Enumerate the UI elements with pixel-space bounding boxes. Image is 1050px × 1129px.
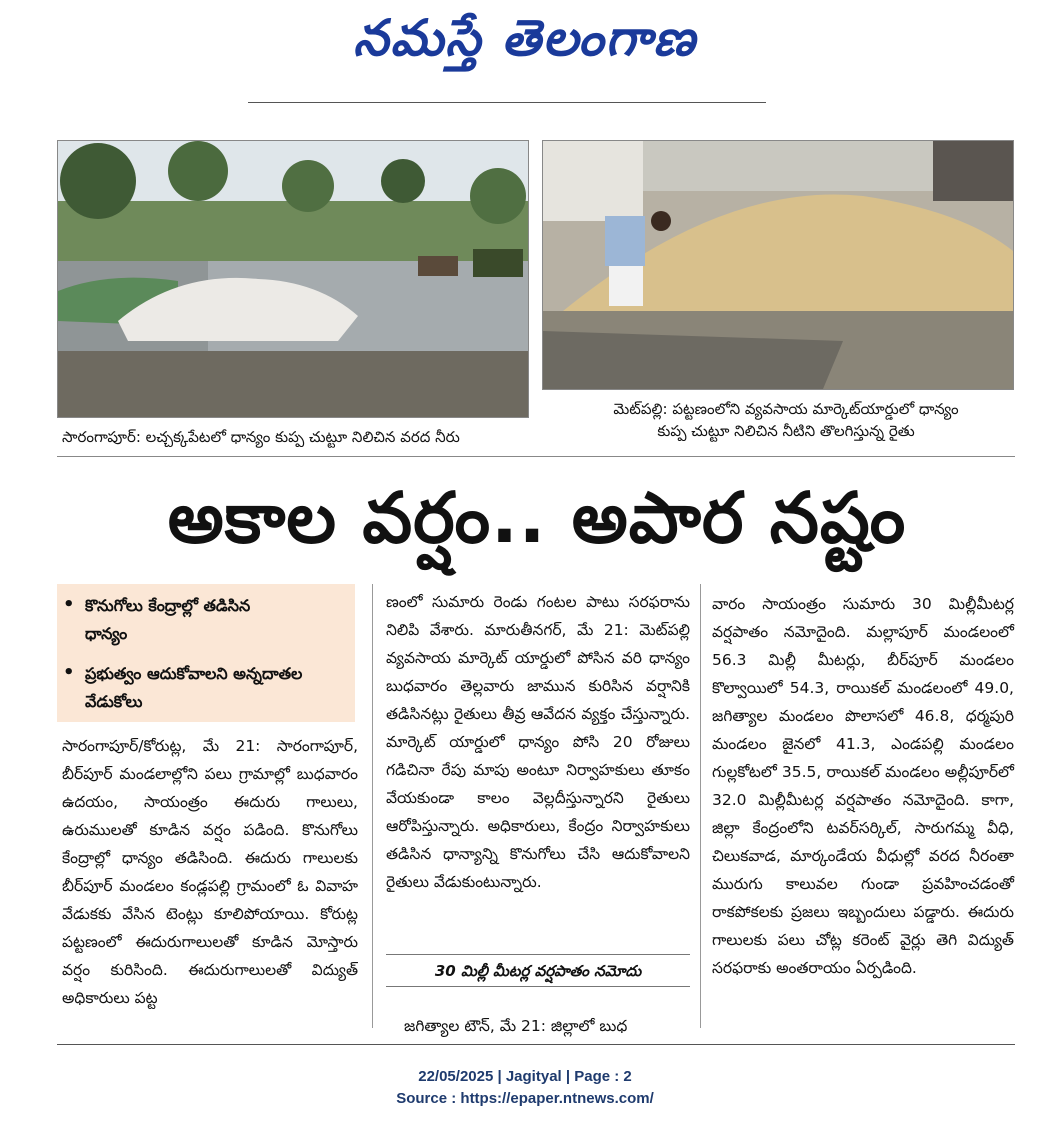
masthead-title: నమస్తే తెలంగాణ	[353, 8, 697, 67]
masthead-divider	[248, 102, 766, 103]
source-link[interactable]: Source : https://epaper.ntnews.com/	[396, 1090, 654, 1107]
highlight-item: కొనుగోలు కేంద్రాల్లో తడిసిన ధాన్యం	[85, 596, 251, 643]
article-column-2: ణంలో సుమారు రెండు గంటల పాటు సరఫరాను నిలిపి వేశారు. మారుతీనగర్, మే 21: మెట్‌పల్లి వ్యవసాయ మార్కెట్ యార్డులో పోసిన వరి ధాన్యం బుధవారం తెల్లవారు జామున కురిసిన వర్షానికి తడిసినట్లు రైతులు తీవ్ర ఆవేదన వ్యక్తం చేస్తున్నారు. మార్కెట్ యార్డులో ధాన్యం పోసి 20 రోజులు గడిచినా రేపు మాపు అంటూ నిర్వాహకులు తూకం వేయకుండా కాలం వెల్లదీస్తున్నారని రైతులు ఆరోపిస్తున్నారు. అధికారులు, కేంద్రం నిర్వాహకులు తడిసిన ధాన్యాన్ని కొనుగోలు చేసి ఆదుకోవాలని రైతులు వేడుకుంటున్నారు.	[386, 593, 690, 891]
subhead-rule	[386, 954, 690, 955]
farmer-grain-heap-photo	[542, 140, 1014, 390]
caption-divider	[57, 456, 1015, 457]
highlight-item: ప్రభుత్వం ఆదుకోవాలని అన్నదాతల వేడుకోలు	[85, 664, 303, 711]
highlights-box	[57, 584, 355, 722]
bullet-icon: •	[63, 662, 75, 683]
right-photo-caption	[556, 398, 1016, 442]
article-column-2-continued: జగిత్యాల టౌన్, మే 21: జిల్లాలో బుధ	[404, 1017, 628, 1035]
edition-info: 22/05/2025 | Jagityal | Page : 2	[418, 1068, 632, 1085]
headline: అకాల వర్షం.. అపార నష్టం	[167, 477, 907, 559]
bullet-icon: •	[63, 594, 75, 615]
column-divider	[372, 584, 373, 1028]
right-caption-line-2: కుప్ప చుట్టూ నిలిచిన నీటిని తొలగిస్తున్న రైతు	[657, 422, 915, 440]
subheading: 30 మిల్లీ మీటర్ల వర్షపాతం నమోదు	[434, 962, 642, 980]
subhead-rule	[386, 986, 690, 987]
article-column-3: వారం సాయంత్రం సుమారు 30 మిల్లీమీటర్ల వర్షపాతం నమోదైంది. మల్లాపూర్ మండలంలో 56.3 మిల్లీ మీటర్లు, బీర్‌పూర్ మండలం కొల్వాయిలో 54.3, రాయికల్ మండలంలో 49.0, జగిత్యాల మండలం పొలాసలో 46.8, ధర్మపురి మండలం జైనలో 41.3, ఎండపల్లి మండలం గుల్లకోటలో 35.5, రాయికల్ మండలం అల్లీపూర్‌లో 32.0 మిల్లీమీటర్ల వర్షపాతం నమోదైంది. కాగా, జిల్లా కేంద్రంలోని టవర్‌సర్కిల్, సారుగమ్మ వీధి, చిలుకవాడ, మార్కండేయ వీధుల్లో వరద నీరంతా మురుగు కాలువల గుండా ప్రవహించడంతో రాకపోకలకు ప్రజలు ఇబ్బందులు పడ్డారు. ఈదురు గాలులకు పలు చోట్ల కరెంట్ వైర్లు తెగి విద్యుత్ సరఫరాకు అంతరాయం ఏర్పడింది.	[712, 595, 1014, 977]
bottom-divider	[57, 1044, 1015, 1045]
article-column-1: సారంగాపూర్/కోరుట్ల, మే 21: సారంగాపూర్, బీర్‌పూర్ మండలాల్లోని పలు గ్రామాల్లో బుధవారం ఉదయం, సాయంత్రం ఈదురు గాలులు, ఉరుములతో కూడిన వర్షం పడింది. కొనుగోలు కేంద్రాల్లో ధాన్యం తడిసింది. ఈదురు గాలులకు బీర్‌పూర్ మండలం కండ్లపల్లి గ్రామంలో ఓ వివాహ వేడుకకు వేసిన టెంట్లు కూలిపోయాయి. కోరుట్ల పట్టణంలో ఈదురుగాలులతో కూడిన మోస్తారు వర్షం కురిసింది. ఈదురుగాలులతో విద్యుత్ అధికారులు పట్ట	[62, 737, 358, 1007]
flooded-grain-photo	[57, 140, 529, 418]
left-photo-caption: సారంగాపూర్: లచ్చక్కపేటలో ధాన్యం కుప్ప చుట్టూ నిలిచిన వరద నీరు	[62, 428, 460, 446]
column-divider	[700, 584, 701, 1028]
right-caption-line-1: మెట్‌పల్లి: పట్టణంలోని వ్యవసాయ మార్కెట్‌యార్డులో ధాన్యం	[613, 400, 959, 418]
